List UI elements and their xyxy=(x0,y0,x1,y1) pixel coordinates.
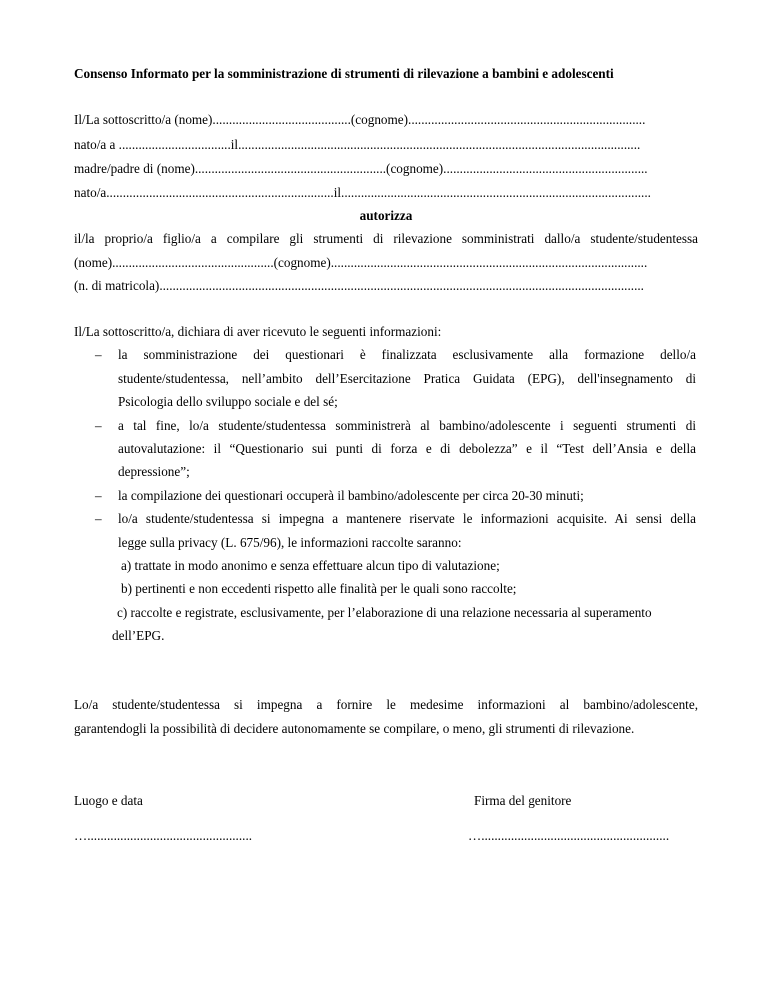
auth-line-student: (nome).................................................(cognome)................................................................................................ xyxy=(74,255,648,270)
document-title: Consenso Informato per la somministrazione di strumenti di rilevazione a bambini e adolescenti xyxy=(74,66,614,81)
parent-signature-label: Firma del genitore xyxy=(474,793,572,808)
place-date-label: Luogo e data xyxy=(74,793,143,808)
bullet-4: – xyxy=(95,511,102,526)
sub-item-b: b) pertinenti e non eccedenti rispetto alle finalità per le quali sono raccolte; xyxy=(121,581,517,596)
authorizes-heading: autorizza xyxy=(359,208,413,223)
form-line-parent: madre/padre di (nome)..........................................................(cognome).............................................................. xyxy=(74,161,648,176)
item-1-line-1: la somministrazione dei questionari è finalizzata esclusivamente alla formazione dello/a xyxy=(118,347,696,362)
item-2-line-2: autovalutazione: il “Questionario sui punti di forza e di debolezza” e il “Test dell’Ansia e della xyxy=(118,441,696,456)
sub-item-c-line-2: dell’EPG. xyxy=(112,628,165,643)
closing-line-2: garantendogli la possibilità di decidere autonomamente se compilare, o meno, gli strumenti di rilevazione. xyxy=(74,721,635,736)
auth-line-matricola: (n. di matricola)................................................................................................................................................... xyxy=(74,278,644,293)
item-1-line-2: studente/studentessa, nell’ambito dell’Esercitazione Pratica Guidata (EPG), dell'insegnamento di xyxy=(118,371,696,386)
place-date-field[interactable]: ….................................................. xyxy=(74,828,253,843)
bullet-2: – xyxy=(95,418,102,433)
declaration-intro: Il/La sottoscritto/a, dichiara di aver ricevuto le seguenti informazioni: xyxy=(74,324,442,339)
sub-item-a: a) trattate in modo anonimo e senza effettuare alcun tipo di valutazione; xyxy=(121,558,500,573)
closing-line-1: Lo/a studente/studentessa si impegna a fornire le medesime informazioni al bambino/adolescente, xyxy=(74,697,698,712)
item-4-line-1: lo/a studente/studentessa si impegna a mantenere riservate le informazioni acquisite. Ai sensi della xyxy=(118,511,696,526)
form-line-birth: nato/a a ..................................il.......................................................................................................................... xyxy=(74,137,641,152)
bullet-3: – xyxy=(95,488,102,503)
item-1-line-3: Psicologia dello sviluppo sociale e del sé; xyxy=(118,394,338,409)
parent-signature-field[interactable]: …......................................................... xyxy=(468,828,670,843)
bullet-1: – xyxy=(95,347,102,362)
auth-line-1: il/la proprio/a figlio/a a compilare gli strumenti di rilevazione somministrati dallo/a studente/studentessa xyxy=(74,231,698,246)
item-2-line-1: a tal fine, lo/a studente/studentessa somministrerà al bambino/adolescente i seguenti strumenti di xyxy=(118,418,696,433)
sub-item-c-line-1: c) raccolte e registrate, esclusivamente, per l’elaborazione di una relazione necessaria al superamento xyxy=(117,605,652,620)
item-2-line-3: depressione”; xyxy=(118,464,190,479)
item-4-line-2: legge sulla privacy (L. 675/96), le informazioni raccolte saranno: xyxy=(118,535,462,550)
form-line-parent-birth: nato/a.....................................................................il.............................................................................................. xyxy=(74,185,651,200)
form-line-subscriber: Il/La sottoscritto/a (nome)..........................................(cognome)........................................................................ xyxy=(74,112,646,127)
item-3-line-1: la compilazione dei questionari occuperà il bambino/adolescente per circa 20-30 minuti; xyxy=(118,488,584,503)
